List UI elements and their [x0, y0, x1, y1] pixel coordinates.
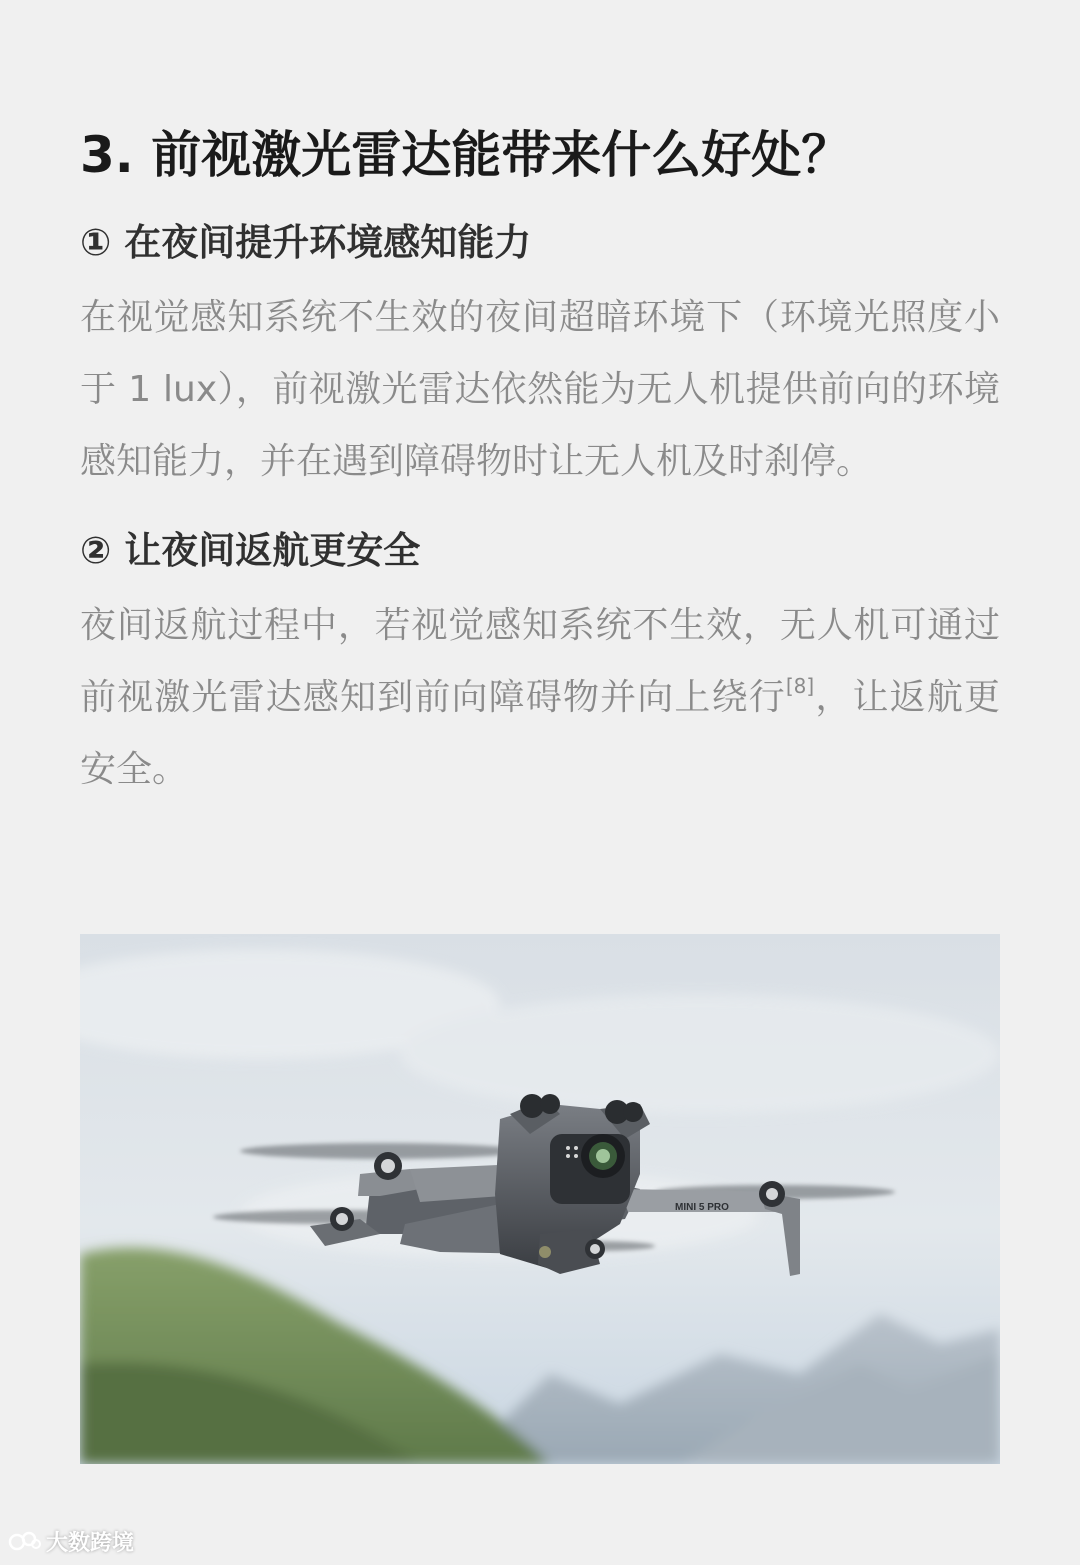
watermark: [8, 1526, 134, 1557]
logo-icon: [8, 1529, 42, 1555]
reference-marker[interactable]: [8]: [785, 674, 815, 698]
drone-photo: [80, 934, 1000, 1464]
article: [80, 100, 1000, 806]
watermark-text: 大数跨境: [46, 1531, 135, 1556]
point-body-night-perception: 在视觉感知系统不生效的夜间超暗环境下（环境光照度小于 1 lux），前视激光雷达依然能为无人机提供前向的环境感知能力，并在遇到障碍物时让无人机及时刹停。: [80, 297, 1000, 482]
drone-label: MINI 5 PRO: [675, 1202, 729, 1213]
point-body-safe-return: [80, 590, 1000, 806]
drone-photo-illustration: [80, 934, 1000, 1464]
point-heading-safe-return: ② 让夜间返航更安全: [80, 529, 421, 572]
point-heading-night-perception: ① 在夜间提升环境感知能力: [80, 221, 532, 264]
body-text-before-ref: 夜间返航过程中，若视觉感知系统不生效，无人机可通过前视激光雷达感知到前向障碍物并向上绕行: [80, 605, 1000, 718]
section-title: 3. 前视激光雷达能带来什么好处？: [80, 126, 852, 184]
body-text-after-ref: ，让返航更安全。: [80, 677, 1000, 790]
